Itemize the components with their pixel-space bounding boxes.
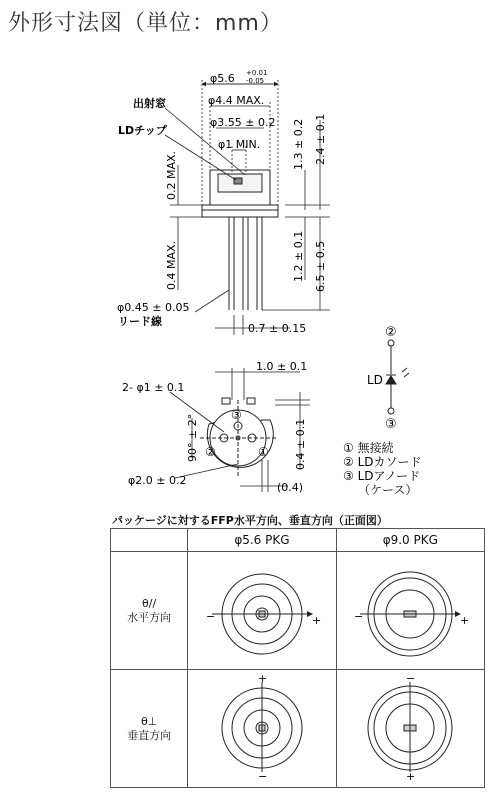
dim-phi-4-4: φ4.4 MAX.	[208, 94, 265, 107]
plus-sign-9: +	[460, 614, 470, 627]
pin-3-label: ③	[231, 408, 242, 422]
dim-1-0: 1.0 ± 0.1	[256, 360, 308, 373]
label-window: 出射窓	[133, 97, 166, 110]
legend-item-1: ① 無接続	[343, 441, 394, 455]
page-title: 外形寸法図（単位：mm）	[8, 11, 283, 36]
dim-0-7: 0.7 ± 0.15	[248, 322, 307, 335]
col-header-5-6: φ5.6 PKG	[188, 529, 336, 552]
dim-phi-5-6-tol-plus: +0.01	[246, 69, 268, 77]
minus-sign: −	[205, 610, 216, 623]
dim-1-3: 1.3 ± 0.2	[292, 118, 305, 170]
minus-sign-9: −	[354, 610, 364, 623]
package-side-view	[202, 170, 278, 310]
dim-phi-3-55: φ3.55 ± 0.2	[210, 116, 276, 129]
row-text-horizontal: 水平方向	[127, 610, 172, 624]
pkg-9-0-vertical-diagram	[340, 672, 480, 782]
pkg-5-6-horizontal-diagram	[192, 554, 332, 664]
ld-circuit-symbol	[386, 340, 409, 414]
dim-6-5: 6.5 ± 0.5	[314, 240, 327, 292]
dim-2-phi-1: 2- φ1 ± 0.1	[122, 381, 185, 394]
pin-2-label: ②	[205, 445, 216, 459]
circuit-pin-3: ③	[385, 417, 397, 432]
plus-sign-v: +	[257, 672, 268, 685]
dim-phi-2-0: φ2.0 ± 0.2	[128, 474, 187, 487]
dim-phi-5-6-tol-minus: -0.05	[246, 77, 265, 85]
table-caption: パッケージに対するFFP水平方向、垂直方向（正面図）	[112, 514, 388, 527]
dim-0-4-max: 0.4 MAX.	[165, 240, 178, 290]
circuit-pin-2: ②	[385, 325, 397, 340]
col-header-9-0: φ9.0 PKG	[336, 529, 484, 552]
pkg-9-0-horizontal-diagram	[340, 554, 480, 664]
cell-9-0-vertical	[336, 670, 484, 788]
legend-item-3: ③ LDアノード	[343, 469, 421, 483]
label-ld-chip: LDチップ	[118, 124, 167, 137]
row-symbol-vertical: θ⊥	[140, 714, 158, 728]
dim-2-4: 2.4 ± 0.1	[314, 113, 327, 165]
cell-9-0-horizontal	[336, 552, 484, 670]
cell-5-6-horizontal	[188, 552, 336, 670]
plus-sign-v9: +	[406, 770, 416, 782]
minus-sign-v: −	[257, 770, 268, 782]
cell-5-6-vertical	[188, 670, 336, 788]
plus-sign: +	[311, 614, 322, 627]
label-lead: リード線	[118, 315, 162, 328]
minus-sign-v9: −	[406, 672, 416, 685]
circuit-ld-label: LD	[367, 373, 383, 387]
dim-phi-1-min: φ1 MIN.	[218, 138, 261, 151]
row-text-vertical: 垂直方向	[127, 728, 172, 742]
row-label-horizontal	[111, 552, 188, 670]
dim-phi-0-45: φ0.45 ± 0.05	[117, 301, 190, 314]
pkg-5-6-vertical-diagram	[192, 672, 332, 782]
legend-item-3-sub: （ケース）	[358, 483, 418, 497]
dim-1-2: 1.2 ± 0.1	[292, 230, 305, 282]
table-corner	[111, 529, 188, 552]
row-label-vertical	[111, 670, 188, 788]
legend-item-2: ② LDカソード	[343, 455, 422, 469]
dim-90-deg: 90° ± 2°	[186, 413, 199, 462]
dim-0-4-ref: (0.4)	[277, 481, 304, 494]
dim-0-4: 0.4 ± 0.1	[294, 418, 307, 470]
dim-phi-5-6: φ5.6	[210, 72, 235, 85]
ffp-table	[110, 528, 485, 788]
pin-1-label: ①	[258, 445, 269, 459]
row-symbol-horizontal: θ//	[142, 596, 157, 610]
dim-0-2-max: 0.2 MAX.	[165, 150, 178, 200]
